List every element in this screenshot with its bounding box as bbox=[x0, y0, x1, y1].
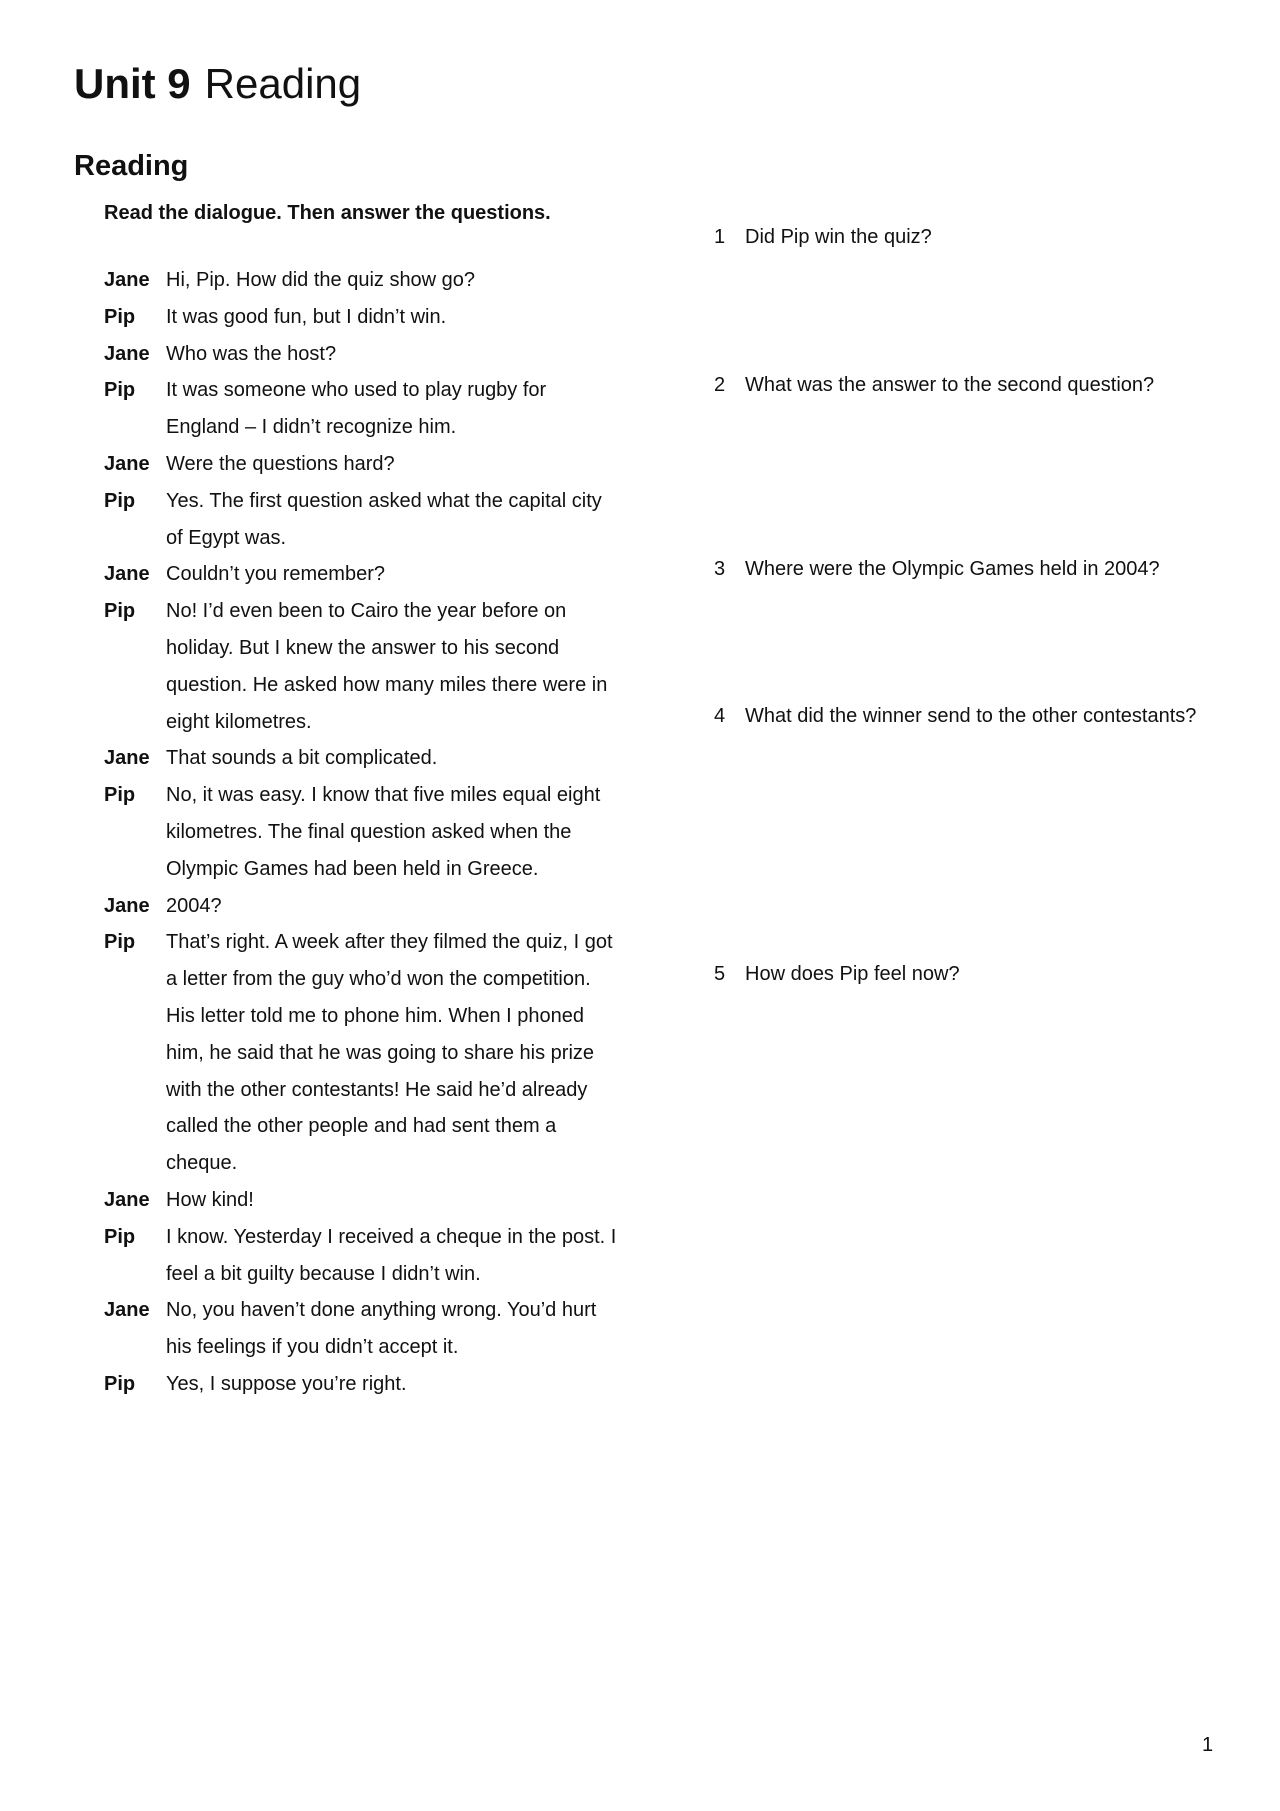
dialogue-text: Yes. The first question asked what the capital city of Egypt was. bbox=[166, 489, 602, 549]
question-number: 5 bbox=[714, 963, 726, 985]
question-text: What was the answer to the second question? bbox=[745, 374, 1155, 396]
dialogue-line bbox=[104, 740, 624, 777]
dialogue-line bbox=[104, 593, 624, 740]
dialogue-line bbox=[104, 777, 624, 887]
dialogue-text: That’s right. A week after they filmed the quiz, I got a letter from the guy who’d won the competition. His letter told me to phone him. When I phoned him, he said that he was going to share his prize with the other contestants! He said he’d already called the other people and had sent them a cheque. bbox=[166, 931, 613, 1175]
question-number: 1 bbox=[714, 226, 726, 248]
dialogue-text: How kind! bbox=[166, 1188, 254, 1211]
speaker-name: Pip bbox=[104, 784, 136, 807]
dialogue-text: I know. Yesterday I received a cheque in the post. I feel a bit guilty because I didn’t win. bbox=[166, 1225, 617, 1285]
speaker-name: Jane bbox=[104, 747, 150, 770]
dialogue-line bbox=[104, 556, 624, 593]
speaker-name: Pip bbox=[104, 1225, 136, 1248]
speaker-name: Jane bbox=[104, 452, 150, 475]
speaker-name: Pip bbox=[104, 1372, 136, 1395]
speaker-name: Pip bbox=[104, 931, 136, 954]
speaker-name: Pip bbox=[104, 379, 136, 402]
section-heading: Reading bbox=[74, 150, 189, 182]
question-text: Where were the Olympic Games held in 2004? bbox=[745, 558, 1160, 580]
speaker-name: Jane bbox=[104, 269, 150, 291]
speaker-name: Pip bbox=[104, 600, 136, 623]
speaker-name: Jane bbox=[104, 1299, 150, 1322]
dialogue-text: No, you haven’t done anything wrong. You’d hurt his feelings if you didn’t accept it. bbox=[166, 1299, 597, 1359]
dialogue-text: That sounds a bit complicated. bbox=[166, 747, 438, 770]
dialogue-line bbox=[104, 924, 624, 1182]
dialogue-text: Hi, Pip. How did the quiz show go? bbox=[166, 269, 476, 291]
question-text: How does Pip feel now? bbox=[745, 963, 960, 985]
dialogue-text: It was someone who used to play rugby for England – I didn’t recognize him. bbox=[166, 379, 547, 439]
dialogue-line bbox=[104, 888, 624, 925]
dialogue-line bbox=[104, 446, 624, 483]
page-title bbox=[74, 58, 361, 110]
speaker-name: Jane bbox=[104, 342, 150, 365]
dialogue-text: Who was the host? bbox=[166, 342, 337, 365]
speaker-name: Pip bbox=[104, 305, 136, 328]
question-item bbox=[714, 956, 1234, 993]
question-number: 3 bbox=[714, 558, 726, 580]
speaker-name: Jane bbox=[104, 1188, 150, 1211]
dialogue-line bbox=[104, 299, 624, 336]
dialogue-line bbox=[104, 262, 624, 299]
dialogue-line bbox=[104, 336, 624, 373]
dialogue-line bbox=[104, 372, 624, 446]
page-number: 1 bbox=[1202, 1734, 1214, 1756]
question-item bbox=[714, 219, 1234, 256]
dialogue-text: Yes, I suppose you’re right. bbox=[166, 1372, 407, 1395]
dialogue-text: Were the questions hard? bbox=[166, 452, 395, 475]
question-item bbox=[714, 698, 1234, 735]
dialogue-text: It was good fun, but I didn’t win. bbox=[166, 305, 447, 328]
speaker-name: Jane bbox=[104, 563, 150, 586]
question-text: Did Pip win the quiz? bbox=[745, 226, 932, 248]
unit-name: Reading bbox=[204, 60, 362, 107]
question-item bbox=[714, 551, 1234, 588]
dialogue-line bbox=[104, 1219, 624, 1293]
question-item bbox=[714, 367, 1234, 404]
dialogue-text: No, it was easy. I know that five miles equal eight kilometres. The final question asked when the Olympic Games had been held in Greece. bbox=[166, 784, 601, 880]
dialogue-text: Couldn’t you remember? bbox=[166, 563, 385, 586]
question-number: 2 bbox=[714, 374, 726, 396]
unit-label: Unit 9 bbox=[74, 60, 191, 107]
speaker-name: Pip bbox=[104, 489, 136, 512]
instruction: Read the dialogue. Then answer the questions. bbox=[104, 202, 551, 224]
question-number: 4 bbox=[714, 705, 726, 727]
dialogue-line bbox=[104, 483, 624, 557]
dialogue-text: No! I’d even been to Cairo the year before on holiday. But I knew the answer to his second question. He asked how many miles there were in eight kilometres. bbox=[166, 600, 608, 733]
dialogue-line bbox=[104, 1182, 624, 1219]
dialogue-text: 2004? bbox=[166, 894, 222, 917]
speaker-name: Jane bbox=[104, 894, 150, 917]
dialogue-line bbox=[104, 1366, 624, 1403]
question-text: What did the winner send to the other contestants? bbox=[745, 705, 1197, 727]
dialogue bbox=[104, 262, 624, 1403]
dialogue-line bbox=[104, 1292, 624, 1366]
